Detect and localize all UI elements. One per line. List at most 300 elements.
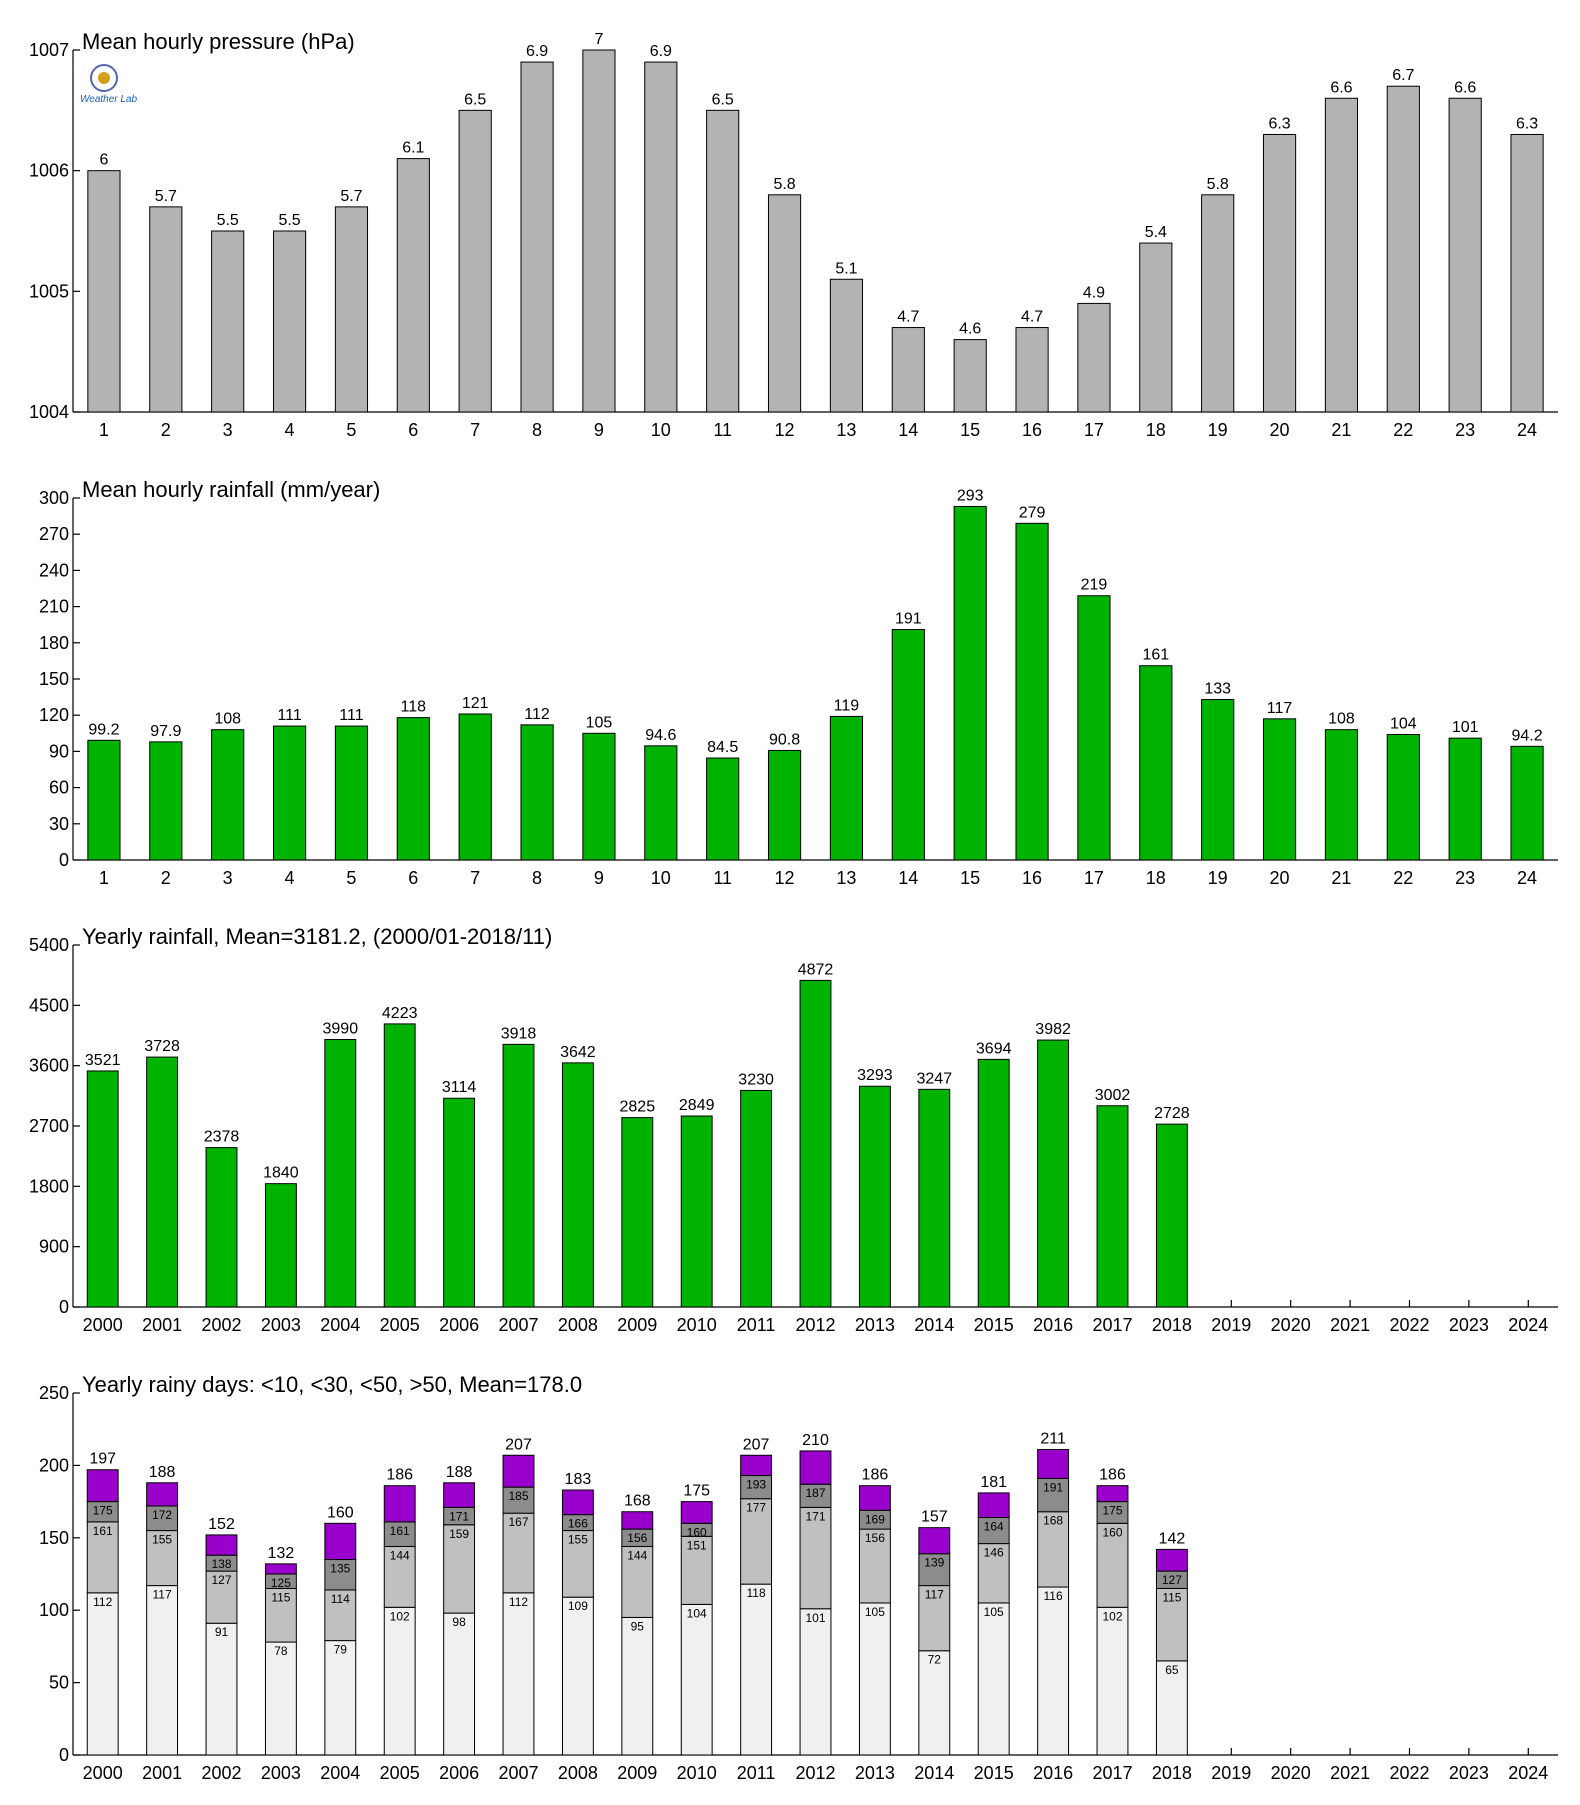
bar — [1263, 134, 1295, 412]
bar — [335, 207, 367, 412]
y-tick-label: 210 — [38, 596, 69, 617]
x-tick-label: 23 — [1455, 868, 1476, 888]
segment-value-label: 79 — [333, 1642, 347, 1657]
bar — [459, 714, 491, 860]
x-tick-label: 23 — [1455, 420, 1476, 440]
bar — [273, 726, 305, 860]
bar-value-label: 5.5 — [216, 212, 239, 229]
bar — [384, 1024, 415, 1307]
bar-value-label: 6.3 — [1515, 115, 1539, 133]
y-tick-label: 1004 — [28, 402, 69, 422]
chart-title: Mean hourly pressure (hPa) — [82, 29, 355, 54]
x-tick-label: 15 — [960, 868, 981, 888]
bar — [1016, 328, 1048, 412]
bar-value-label: 4.9 — [1082, 284, 1106, 302]
segment-value-label: 169 — [864, 1512, 885, 1527]
bar-segment — [1038, 1449, 1069, 1478]
bar-segment — [147, 1483, 178, 1506]
bar-value-label: 6.9 — [525, 43, 549, 61]
x-tick-label: 2011 — [736, 1315, 776, 1335]
bar — [325, 1040, 356, 1307]
bar-segment — [206, 1535, 237, 1555]
bar-value-label: 5.8 — [1206, 175, 1229, 193]
bar-value-label: 99.2 — [88, 721, 120, 739]
segment-value-label: 125 — [270, 1576, 291, 1590]
segment-value-label: 164 — [983, 1519, 1004, 1534]
segment-value-label: 115 — [1162, 1590, 1182, 1605]
x-tick-label: 18 — [1145, 868, 1166, 888]
segment-value-label: 112 — [508, 1594, 529, 1609]
bar — [1511, 746, 1543, 860]
bar-value-label: 2825 — [619, 1098, 656, 1116]
bar-value-label: 105 — [585, 714, 613, 732]
x-tick-label: 21 — [1331, 868, 1352, 888]
segment-value-label: 155 — [152, 1532, 173, 1547]
bar — [859, 1086, 890, 1307]
x-tick-label: 2001 — [142, 1315, 183, 1335]
bar-segment — [681, 1604, 712, 1755]
y-tick-label: 4500 — [28, 995, 69, 1016]
x-tick-label: 2019 — [1211, 1315, 1252, 1335]
bar-segment — [859, 1486, 890, 1511]
bar-value-label: 111 — [277, 707, 302, 725]
bar-value-label: 3247 — [916, 1070, 953, 1088]
chart-title: Mean hourly rainfall (mm/year) — [82, 477, 381, 502]
bar-segment — [87, 1470, 118, 1502]
bar-total-label: 186 — [861, 1466, 889, 1484]
bar-value-label: 5.5 — [278, 212, 301, 229]
x-tick-label: 24 — [1517, 420, 1538, 440]
x-tick-label: 2007 — [498, 1315, 539, 1335]
chart-panel-3 — [29, 924, 1558, 1335]
bar — [1202, 700, 1234, 860]
bar-value-label: 6.1 — [402, 139, 425, 157]
bar-segment — [622, 1617, 653, 1755]
x-tick-label: 2014 — [914, 1763, 955, 1783]
segment-value-label: 91 — [214, 1625, 229, 1640]
bar — [954, 506, 986, 860]
bar — [212, 231, 244, 412]
segment-value-label: 95 — [630, 1619, 644, 1634]
bar-value-label: 3293 — [857, 1067, 893, 1085]
x-tick-label: 2005 — [379, 1315, 420, 1335]
x-tick-label: 1 — [98, 420, 109, 440]
bar-value-label: 3642 — [560, 1043, 596, 1061]
bar-segment — [325, 1523, 356, 1559]
chart-panel-4 — [39, 1372, 1558, 1783]
bar — [273, 231, 305, 412]
x-tick-label: 2008 — [557, 1315, 598, 1335]
bar — [1325, 98, 1357, 412]
bar — [503, 1044, 534, 1307]
y-tick-label: 0 — [58, 850, 69, 870]
x-tick-label: 2024 — [1508, 1763, 1549, 1783]
bar-total-label: 207 — [505, 1436, 532, 1454]
bar-value-label: 1840 — [263, 1164, 299, 1182]
bar-value-label: 5.7 — [154, 187, 177, 205]
bar-value-label: 6.6 — [1330, 79, 1353, 97]
bar-total-label: 211 — [1040, 1430, 1066, 1448]
bar-segment — [444, 1613, 475, 1755]
bar-value-label: 2849 — [678, 1097, 715, 1115]
y-tick-label: 3600 — [28, 1055, 69, 1076]
x-tick-label: 2000 — [82, 1763, 123, 1783]
x-tick-label: 2021 — [1330, 1315, 1371, 1335]
segment-value-label: 155 — [567, 1532, 588, 1547]
bar-total-label: 160 — [326, 1504, 354, 1522]
bar-value-label: 112 — [524, 705, 550, 723]
y-tick-label: 200 — [38, 1455, 69, 1476]
bar-value-label: 90.8 — [768, 731, 801, 749]
segment-value-label: 101 — [805, 1610, 826, 1625]
chart-panel-2 — [39, 477, 1558, 888]
y-tick-label: 1007 — [28, 40, 69, 60]
x-tick-label: 2024 — [1508, 1315, 1549, 1335]
segment-value-label: 109 — [567, 1599, 588, 1614]
bar-segment — [978, 1493, 1009, 1518]
bar-value-label: 5.1 — [835, 260, 858, 278]
bar — [88, 740, 120, 860]
segment-value-label: 161 — [389, 1523, 410, 1538]
segment-value-label: 160 — [686, 1525, 707, 1540]
bar-value-label: 219 — [1080, 576, 1108, 594]
bar-value-label: 4872 — [797, 961, 834, 979]
x-tick-label: 22 — [1393, 868, 1414, 888]
bar-value-label: 94.6 — [645, 726, 677, 744]
bar — [521, 725, 553, 860]
segment-value-label: 138 — [211, 1557, 232, 1572]
bar-segment — [1097, 1486, 1128, 1502]
bar — [1078, 303, 1110, 412]
chart-title: Yearly rainy days: <10, <30, <50, >50, Mean=178.0 — [82, 1372, 583, 1397]
bar-value-label: 6.5 — [711, 91, 734, 109]
bar-segment — [503, 1455, 534, 1487]
x-tick-label: 2014 — [914, 1315, 955, 1335]
bar — [768, 195, 800, 412]
y-tick-label: 270 — [38, 524, 69, 545]
y-tick-label: 1800 — [28, 1176, 69, 1197]
segment-value-label: 102 — [389, 1609, 410, 1624]
x-tick-label: 2003 — [260, 1315, 301, 1335]
y-tick-label: 120 — [38, 705, 69, 726]
bar-value-label: 6.5 — [464, 91, 487, 109]
bar-segment — [800, 1451, 831, 1484]
bar-value-label: 4223 — [381, 1004, 418, 1022]
bar — [830, 716, 862, 860]
bar-value-label: 3114 — [441, 1079, 477, 1097]
bar — [397, 718, 429, 860]
x-tick-label: 2006 — [439, 1315, 480, 1335]
bar-value-label: 3728 — [144, 1038, 180, 1056]
bar-segment — [919, 1528, 950, 1554]
x-tick-label: 2023 — [1448, 1763, 1489, 1783]
bar-segment — [741, 1455, 772, 1475]
bar — [88, 171, 120, 412]
x-tick-label: 17 — [1083, 868, 1104, 888]
x-tick-label: 19 — [1207, 420, 1228, 440]
segment-value-label: 114 — [330, 1591, 350, 1606]
bar-total-label: 207 — [742, 1436, 770, 1454]
bar-total-label: 181 — [980, 1473, 1008, 1491]
bar — [583, 50, 615, 412]
y-tick-label: 250 — [38, 1383, 69, 1403]
x-tick-label: 2022 — [1389, 1315, 1430, 1335]
y-tick-label: 100 — [38, 1600, 69, 1621]
bar-value-label: 3982 — [1035, 1021, 1071, 1039]
bar-value-label: 94.2 — [1511, 727, 1543, 745]
bar — [1202, 195, 1234, 412]
segment-value-label: 72 — [927, 1652, 941, 1667]
bar — [1078, 596, 1110, 860]
x-tick-label: 11 — [713, 420, 733, 440]
x-tick-label: 2001 — [142, 1763, 183, 1783]
y-tick-label: 2700 — [28, 1116, 69, 1136]
bar — [1016, 523, 1048, 860]
bar — [1156, 1124, 1187, 1307]
bar — [212, 730, 244, 860]
logo — [80, 65, 138, 105]
segment-value-label: 105 — [864, 1604, 885, 1619]
bar-segment — [147, 1586, 178, 1755]
bar-value-label: 7 — [594, 31, 604, 48]
x-tick-label: 20 — [1269, 868, 1290, 888]
bar-segment — [741, 1584, 772, 1755]
bar — [397, 159, 429, 412]
x-tick-label: 17 — [1083, 420, 1104, 440]
bar-segment — [562, 1597, 593, 1755]
bar-value-label: 191 — [894, 610, 922, 628]
x-tick-label: 2013 — [854, 1763, 895, 1783]
y-tick-label: 900 — [38, 1236, 69, 1257]
bar-segment — [206, 1623, 237, 1755]
bar-total-label: 175 — [683, 1482, 711, 1500]
x-tick-label: 2 — [160, 420, 171, 440]
bar — [768, 750, 800, 860]
x-tick-label: 2009 — [617, 1315, 658, 1335]
chart-title: Yearly rainfall, Mean=3181.2, (2000/01-2018/11) — [82, 924, 553, 949]
y-tick-label: 90 — [48, 741, 69, 762]
bar-total-label: 210 — [802, 1431, 829, 1449]
segment-value-label: 144 — [389, 1548, 410, 1563]
bar-segment — [384, 1607, 415, 1755]
bar — [1097, 1106, 1128, 1307]
x-tick-label: 2016 — [1033, 1763, 1074, 1783]
x-tick-label: 18 — [1145, 420, 1166, 440]
x-tick-label: 2006 — [439, 1763, 480, 1783]
bar — [87, 1071, 118, 1307]
bar-total-label: 168 — [623, 1492, 651, 1510]
segment-value-label: 115 — [271, 1590, 291, 1605]
x-tick-label: 5 — [346, 868, 357, 888]
bar-value-label: 104 — [1389, 715, 1417, 733]
x-tick-label: 16 — [1022, 868, 1043, 888]
y-tick-label: 180 — [38, 632, 69, 653]
bar-segment — [265, 1564, 296, 1574]
bar — [622, 1118, 653, 1307]
bar-segment — [87, 1593, 118, 1755]
logo-text: Weather Lab — [80, 94, 138, 105]
x-tick-label: 8 — [532, 868, 543, 888]
bar-total-label: 183 — [564, 1471, 592, 1489]
x-tick-label: 2 — [160, 868, 171, 888]
bar-value-label: 119 — [833, 697, 860, 715]
x-tick-label: 2009 — [617, 1763, 658, 1783]
x-tick-label: 19 — [1207, 868, 1228, 888]
chart-panel-1 — [29, 29, 1558, 440]
y-tick-label: 50 — [48, 1672, 69, 1693]
x-tick-label: 2012 — [795, 1763, 836, 1783]
x-tick-label: 12 — [774, 420, 795, 440]
x-tick-label: 2012 — [795, 1315, 836, 1335]
bar — [1449, 98, 1481, 412]
bar — [1263, 719, 1295, 860]
bar — [444, 1098, 475, 1307]
bar-value-label: 121 — [461, 694, 489, 712]
bar-value-label: 6.7 — [1392, 67, 1415, 85]
bar-total-label: 157 — [920, 1508, 948, 1526]
bar — [978, 1059, 1009, 1307]
x-tick-label: 24 — [1517, 868, 1538, 888]
bar — [1387, 735, 1419, 860]
bar-value-label: 6.6 — [1454, 79, 1477, 97]
x-tick-label: 15 — [960, 420, 981, 440]
x-tick-label: 9 — [593, 420, 604, 440]
x-tick-label: 10 — [650, 420, 671, 440]
x-tick-label: 2010 — [676, 1763, 717, 1783]
bar — [335, 726, 367, 860]
x-tick-label: 7 — [470, 420, 481, 440]
x-tick-label: 2017 — [1092, 1315, 1133, 1335]
y-tick-label: 150 — [38, 1527, 69, 1548]
bar-total-label: 197 — [89, 1450, 117, 1468]
bar-total-label: 188 — [445, 1463, 473, 1481]
bar-segment — [325, 1641, 356, 1755]
bar — [206, 1148, 237, 1307]
segment-value-label: 161 — [92, 1523, 113, 1538]
x-tick-label: 20 — [1269, 420, 1290, 440]
bar-value-label: 4.7 — [1020, 308, 1044, 326]
bar-segment — [1097, 1607, 1128, 1755]
segment-value-label: 102 — [1102, 1609, 1123, 1624]
bar-total-label: 152 — [208, 1515, 235, 1533]
segment-value-label: 156 — [864, 1531, 885, 1546]
y-tick-label: 300 — [38, 488, 69, 508]
segment-value-label: 185 — [508, 1489, 529, 1504]
bar — [800, 980, 831, 1307]
y-tick-label: 1005 — [28, 281, 69, 302]
bar-value-label: 3230 — [738, 1071, 774, 1089]
bar-value-label: 84.5 — [707, 739, 739, 757]
bar-segment — [265, 1642, 296, 1755]
x-tick-label: 2004 — [320, 1315, 361, 1335]
bar — [681, 1116, 712, 1307]
x-tick-label: 2005 — [379, 1763, 420, 1783]
bar — [562, 1063, 593, 1307]
segment-value-label: 112 — [93, 1594, 113, 1609]
bar-value-label: 6.9 — [649, 43, 672, 61]
bar — [265, 1184, 296, 1307]
y-tick-label: 0 — [58, 1745, 69, 1765]
x-tick-label: 2023 — [1448, 1315, 1489, 1335]
bar-value-label: 5.4 — [1144, 224, 1167, 242]
segment-value-label: 177 — [746, 1500, 767, 1515]
x-tick-label: 2021 — [1330, 1763, 1371, 1783]
bar-segment — [800, 1609, 831, 1755]
bar-segment — [444, 1483, 475, 1508]
bar — [1511, 134, 1543, 412]
x-tick-label: 5 — [346, 420, 357, 440]
bar-value-label: 161 — [1142, 646, 1170, 664]
bar — [1387, 86, 1419, 412]
bar-value-label: 101 — [1451, 719, 1479, 737]
bar-value-label: 3002 — [1094, 1086, 1131, 1104]
bar — [583, 733, 615, 860]
segment-value-label: 146 — [983, 1545, 1004, 1560]
bar — [707, 110, 739, 412]
x-tick-label: 10 — [650, 868, 671, 888]
segment-value-label: 105 — [983, 1604, 1004, 1619]
segment-value-label: 167 — [508, 1515, 529, 1530]
segment-value-label: 168 — [1043, 1513, 1064, 1528]
bar-total-label: 142 — [1158, 1530, 1186, 1548]
x-tick-label: 2000 — [82, 1315, 123, 1335]
x-tick-label: 4 — [284, 420, 295, 440]
bar — [741, 1090, 772, 1307]
segment-value-label: 160 — [1102, 1525, 1123, 1540]
bar-value-label: 108 — [214, 710, 242, 728]
bar-value-label: 97.9 — [150, 722, 182, 740]
segment-value-label: 65 — [1165, 1662, 1179, 1677]
segment-value-label: 116 — [1043, 1589, 1063, 1604]
x-tick-label: 2018 — [1151, 1315, 1192, 1335]
segment-value-label: 151 — [686, 1538, 707, 1553]
bar-value-label: 2728 — [1154, 1105, 1190, 1123]
y-tick-label: 0 — [58, 1297, 69, 1317]
bar — [892, 328, 924, 412]
y-tick-label: 60 — [48, 777, 69, 798]
bar-segment — [859, 1603, 890, 1755]
bar — [645, 746, 677, 860]
x-tick-label: 12 — [774, 868, 795, 888]
bar — [645, 62, 677, 412]
bar — [892, 630, 924, 860]
y-tick-label: 150 — [38, 669, 69, 689]
bar-segment — [384, 1486, 415, 1522]
x-tick-label: 14 — [898, 868, 919, 888]
x-tick-label: 6 — [408, 420, 419, 440]
bar — [1140, 243, 1172, 412]
bar — [954, 340, 986, 412]
segment-value-label: 175 — [92, 1503, 113, 1518]
x-tick-label: 8 — [532, 420, 543, 440]
bar-value-label: 293 — [956, 487, 984, 505]
segment-value-label: 175 — [1102, 1503, 1123, 1518]
x-tick-label: 2008 — [557, 1763, 598, 1783]
bar — [1038, 1040, 1069, 1307]
y-tick-label: 1006 — [28, 160, 69, 181]
bar — [830, 279, 862, 412]
bar — [1140, 666, 1172, 860]
segment-value-label: 171 — [449, 1509, 470, 1524]
y-tick-label: 5400 — [28, 935, 69, 955]
bar — [147, 1057, 178, 1307]
x-tick-label: 6 — [408, 868, 419, 888]
bar-segment — [622, 1512, 653, 1529]
bar-segment — [978, 1603, 1009, 1755]
x-tick-label: 2020 — [1270, 1315, 1311, 1335]
bar — [150, 207, 182, 412]
bar-value-label: 4.6 — [959, 320, 982, 338]
